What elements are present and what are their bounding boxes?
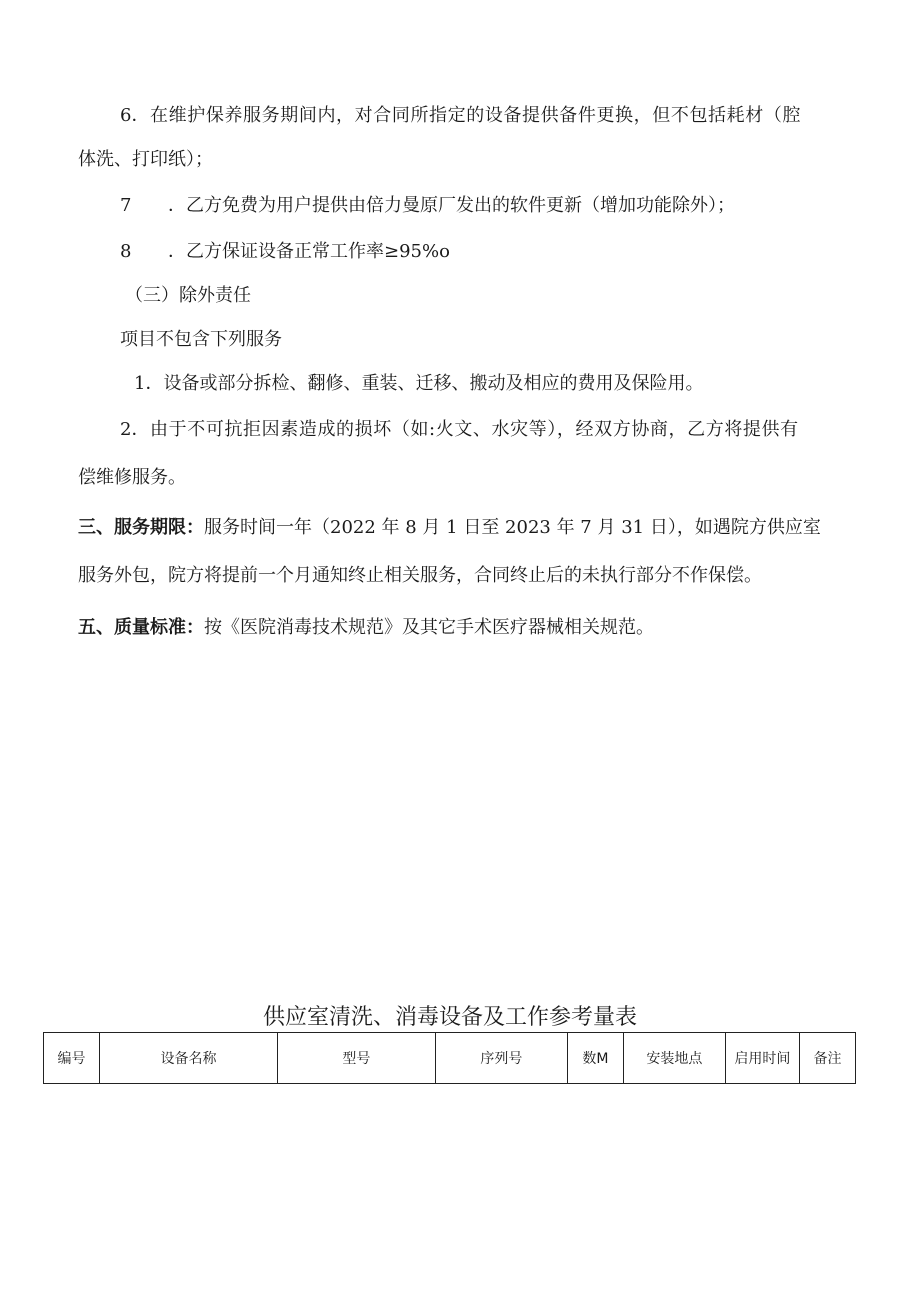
clause-6-continued: 体洗、打印纸）； bbox=[78, 149, 213, 170]
item-number: 1 bbox=[134, 373, 146, 394]
table-header-row bbox=[44, 1033, 856, 1084]
section-label: 五、质量标准： bbox=[78, 617, 204, 638]
exclusion-heading: （三）除外责任 bbox=[125, 285, 251, 306]
exclusion-item-2-continued: 偿维修服务。 bbox=[78, 467, 186, 488]
exclusion-item-2 bbox=[120, 418, 799, 442]
clause-text: ．乙方免费为用户提供由倍力曼原厂发出的软件更新（增加功能除外）； bbox=[168, 195, 735, 216]
clause-7 bbox=[120, 194, 735, 218]
header-id: 编号 bbox=[44, 1033, 100, 1084]
clause-text: ．乙方保证设备正常工作率≥95%o bbox=[168, 241, 450, 262]
header-quantity: 数M bbox=[568, 1033, 624, 1084]
section-label: 三、服务期限： bbox=[78, 517, 204, 538]
clause-text: ．在维护保养服务期间内，对合同所指定的设备提供备件更换，但不包括耗材（腔 bbox=[131, 105, 802, 126]
header-location: 安装地点 bbox=[623, 1033, 725, 1084]
clause-6 bbox=[120, 104, 801, 128]
exclusion-item-1 bbox=[134, 372, 703, 396]
service-period bbox=[78, 516, 821, 540]
section-text: 服务时间一年（2022 年 8 月 1 日至 2023 年 7 月 31 日），如遇院方供应室 bbox=[204, 517, 821, 538]
quality-standard bbox=[78, 616, 654, 640]
exclusion-intro: 项目不包含下列服务 bbox=[120, 329, 282, 350]
header-device-name: 设备名称 bbox=[99, 1033, 277, 1084]
clause-number: 8 bbox=[120, 241, 132, 262]
item-text: ．由于不可抗拒因素造成的损坏（如:火文、水灾等），经双方协商，乙方将提供有 bbox=[131, 419, 799, 440]
reference-table bbox=[43, 1032, 856, 1084]
header-model: 型号 bbox=[278, 1033, 436, 1084]
section-text: 按《医院消毒技术规范》及其它手术医疗器械相关规范。 bbox=[204, 617, 654, 638]
item-text: ．设备或部分拆检、翻修、重装、迁移、搬动及相应的费用及保险用。 bbox=[145, 373, 704, 394]
clause-number: 7 bbox=[120, 195, 132, 216]
header-notes: 备注 bbox=[799, 1033, 855, 1084]
service-period-continued: 服务外包，院方将提前一个月通知终止相关服务，合同终止后的未执行部分不作保偿。 bbox=[78, 565, 762, 586]
header-start-date: 启用时间 bbox=[725, 1033, 799, 1084]
item-number: 2 bbox=[120, 419, 132, 440]
header-serial: 序列号 bbox=[435, 1033, 567, 1084]
clause-number: 6 bbox=[120, 105, 132, 126]
clause-8 bbox=[120, 240, 450, 264]
table-title: 供应室清洗、消毒设备及工作参考量表 bbox=[262, 1005, 637, 1030]
